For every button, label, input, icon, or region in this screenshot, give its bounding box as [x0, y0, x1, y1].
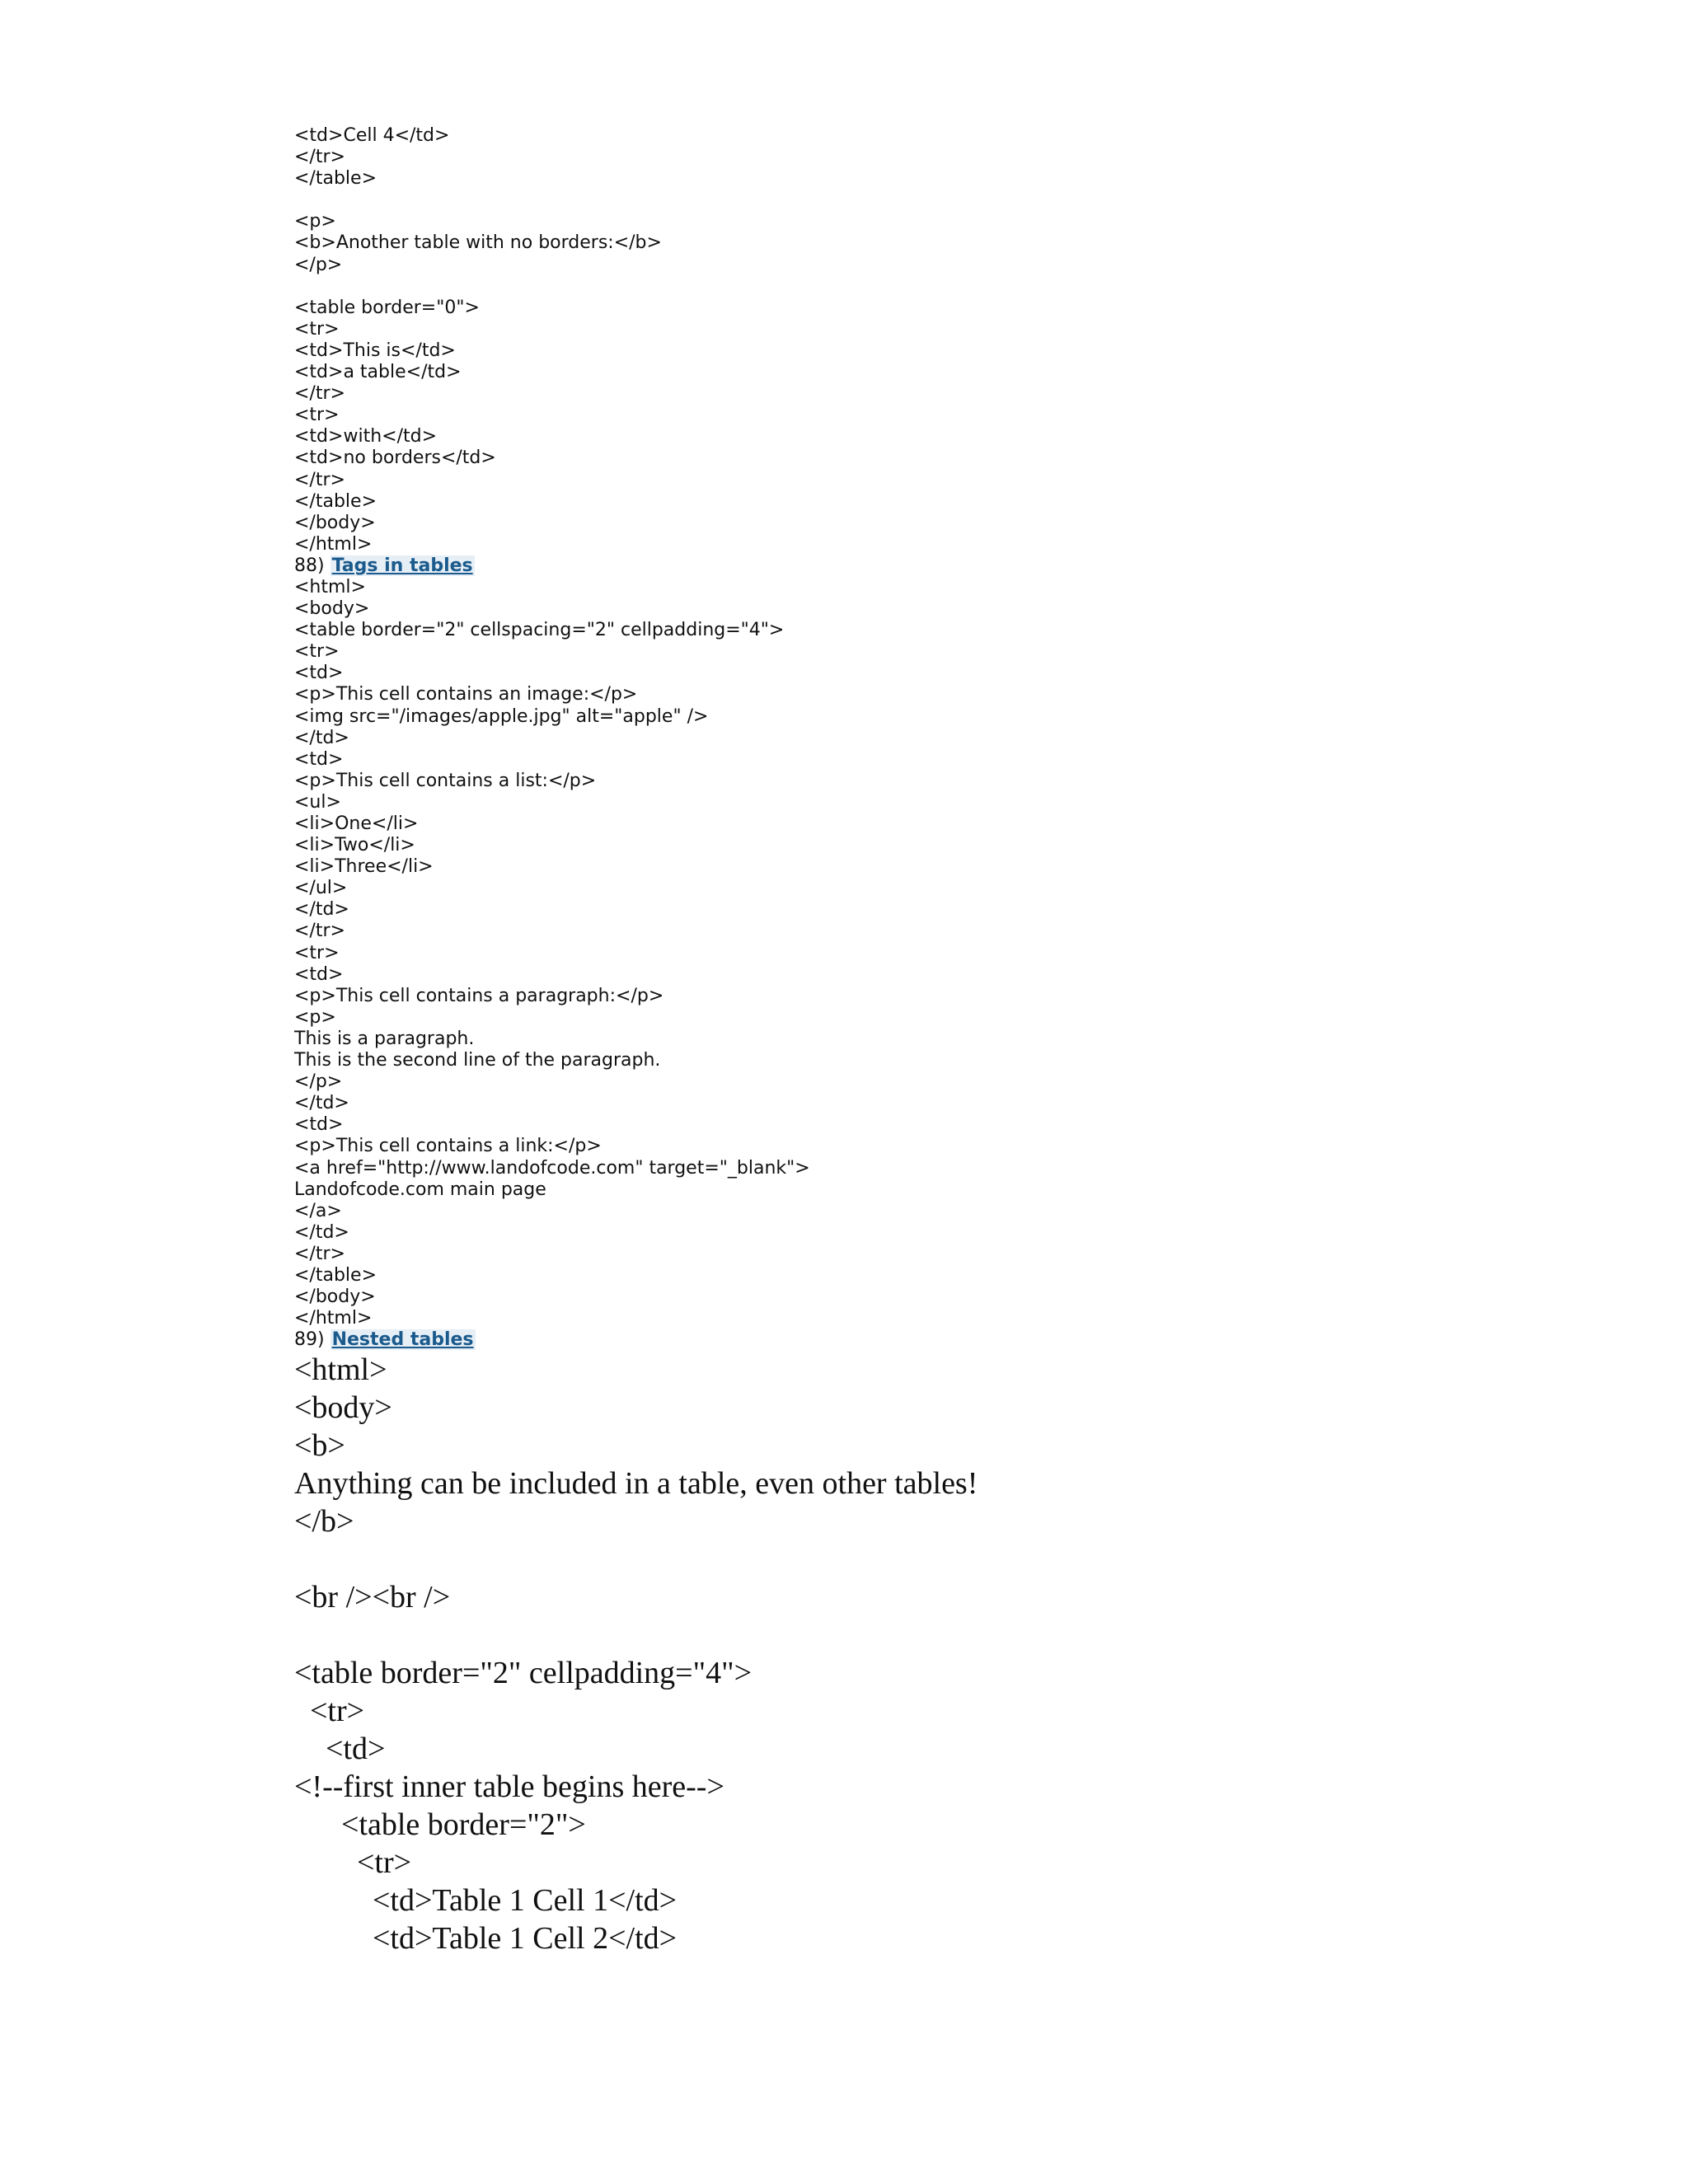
section-number: 88) — [294, 555, 331, 576]
code-line: Landofcode.com main page — [294, 1179, 546, 1200]
code-line: <html> — [294, 576, 366, 598]
code-line: <table border="0"> — [294, 297, 480, 318]
section-heading-89 — [294, 1329, 1531, 1351]
code-line: <body> — [294, 598, 370, 620]
code-line: </body> — [294, 512, 376, 533]
code-line: <td> — [294, 663, 344, 684]
code-line: </table> — [294, 168, 377, 190]
code-line: </tr> — [294, 147, 345, 168]
code-line: <p> — [294, 211, 336, 232]
code-line: <table border="2" cellspacing="2" cellpadding="4"> — [294, 620, 785, 641]
code-line: <td> — [294, 748, 344, 770]
code-line: </table> — [294, 490, 377, 512]
code-line: <table border="2"> — [294, 1807, 586, 1843]
code-line: </td> — [294, 899, 349, 921]
code-line: <td>no borders</td> — [294, 448, 496, 469]
code-line: </p> — [294, 1071, 343, 1093]
code-line: <!--first inner table begins here--> — [294, 1769, 724, 1805]
code-line: <a href="http://www.landofcode.com" target="_blank"> — [294, 1157, 810, 1179]
code-line: <td>Table 1 Cell 1</td> — [294, 1883, 678, 1919]
code-line: </html> — [294, 533, 373, 555]
serif-code-block-3 — [294, 1654, 1531, 1957]
code-line: <b>Another table with no borders:</b> — [294, 232, 662, 254]
serif-code-block-1 — [294, 1351, 1531, 1540]
code-line: This is the second line of the paragraph. — [294, 1050, 661, 1071]
code-line: </td> — [294, 727, 349, 748]
code-line: <br /><br /> — [294, 1580, 451, 1615]
code-line: </td> — [294, 1221, 349, 1243]
code-line: <b> — [294, 1428, 345, 1464]
code-line: Anything can be included in a table, even other tables! — [294, 1466, 978, 1502]
code-line: </ul> — [294, 878, 348, 899]
code-line: <table border="2" cellpadding="4"> — [294, 1656, 753, 1691]
code-line: </tr> — [294, 1243, 345, 1264]
code-line: </tr> — [294, 469, 345, 490]
serif-code-block-2 — [294, 1578, 1531, 1616]
code-line: <li>One</li> — [294, 813, 419, 834]
code-line: <p>This cell contains an image:</p> — [294, 684, 638, 705]
code-line: </body> — [294, 1286, 376, 1308]
code-line: </td> — [294, 1093, 349, 1114]
code-line: <tr> — [294, 405, 340, 426]
code-line: <td> — [294, 1732, 386, 1767]
code-line: <td> — [294, 1114, 344, 1136]
code-block-4 — [294, 577, 1531, 1329]
code-line: <img src="/images/apple.jpg" alt="apple" /> — [294, 705, 709, 727]
code-line: </b> — [294, 1504, 354, 1540]
code-line: <p> — [294, 1006, 336, 1028]
nested-tables-link[interactable]: Nested tables — [331, 1329, 474, 1351]
code-line: </tr> — [294, 921, 345, 942]
code-line: <tr> — [294, 942, 340, 963]
code-block-1 — [294, 125, 1531, 190]
document-page — [294, 125, 1531, 1957]
code-line: </p> — [294, 254, 343, 275]
code-line: </tr> — [294, 383, 345, 405]
tags-in-tables-link[interactable]: Tags in tables — [331, 555, 473, 576]
code-line: <tr> — [294, 318, 340, 340]
code-line: <tr> — [294, 1845, 412, 1881]
code-line: <p>This cell contains a paragraph:</p> — [294, 985, 664, 1006]
section-heading-88 — [294, 555, 1531, 577]
code-line: </a> — [294, 1200, 342, 1221]
code-line: <p>This cell contains a list:</p> — [294, 770, 597, 791]
code-block-3 — [294, 298, 1531, 555]
code-line: <p>This cell contains a link:</p> — [294, 1136, 602, 1157]
code-line: <tr> — [294, 1694, 365, 1729]
code-line: </table> — [294, 1264, 377, 1286]
code-line: <td>This is</td> — [294, 340, 456, 361]
code-line: <td>Table 1 Cell 2</td> — [294, 1921, 678, 1957]
code-line: <td>Cell 4</td> — [294, 125, 450, 146]
code-line: <tr> — [294, 641, 340, 663]
code-line: <body> — [294, 1390, 392, 1426]
section-number: 89) — [294, 1329, 331, 1351]
code-line: <td>with</td> — [294, 426, 438, 448]
code-line: <td>a table</td> — [294, 362, 462, 383]
code-line: <ul> — [294, 791, 341, 813]
code-line: <li>Two</li> — [294, 835, 415, 856]
code-line: <td> — [294, 963, 344, 985]
code-line: </html> — [294, 1308, 373, 1329]
code-line: <li>Three</li> — [294, 856, 434, 878]
code-line: <html> — [294, 1352, 387, 1388]
code-line: This is a paragraph. — [294, 1028, 475, 1049]
code-block-2 — [294, 211, 1531, 275]
